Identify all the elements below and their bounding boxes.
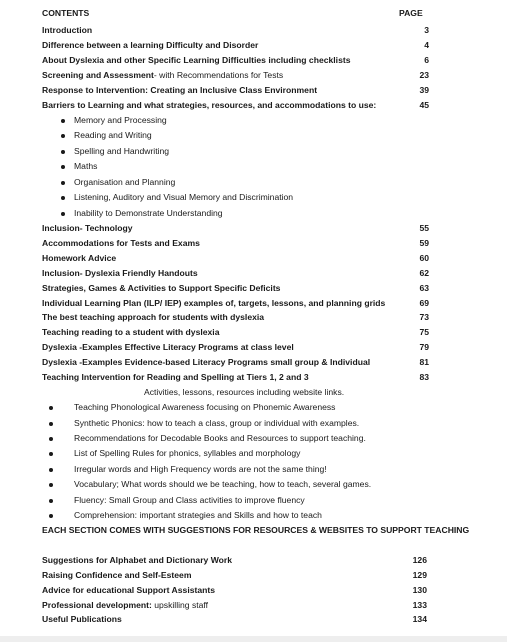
tier-item-label: Recommendations for Decodable Books and Resources to support teaching. xyxy=(74,433,366,443)
toc-entry[interactable] xyxy=(0,98,507,113)
bullet-icon xyxy=(61,119,65,123)
tier-item-label: Synthetic Phonics: how to teach a class, group or individual with examples. xyxy=(74,418,360,428)
barrier-item[interactable] xyxy=(0,159,507,174)
barrier-item-label: Listening, Auditory and Visual Memory and Discrimination xyxy=(74,192,294,202)
tier-item-label: Teaching Phonological Awareness focusing on Phonemic Awareness xyxy=(74,402,336,412)
toc-entry-page: 62 xyxy=(419,268,429,278)
page-bottom-edge xyxy=(0,636,507,642)
contents-header xyxy=(0,6,507,21)
toc-entry[interactable] xyxy=(0,251,507,266)
toc-entry[interactable] xyxy=(0,23,507,38)
toc-entry[interactable] xyxy=(0,612,507,627)
toc-entry[interactable] xyxy=(0,583,507,598)
tier-item-label: List of Spelling Rules for phonics, syllables and morphology xyxy=(74,448,301,458)
toc-entry-title: Teaching Intervention for Reading and Spelling at Tiers 1, 2 and 3 xyxy=(42,372,309,382)
toc-entry[interactable] xyxy=(0,296,507,311)
page-label: PAGE xyxy=(399,8,423,18)
bullet-icon xyxy=(49,514,53,518)
toc-entry-title: Accommodations for Tests and Exams xyxy=(42,238,200,248)
toc-entry-title: Teaching reading to a student with dyslexia xyxy=(42,327,220,337)
tier-item[interactable] xyxy=(0,400,507,415)
toc-entry-title: Suggestions for Alphabet and Dictionary Work xyxy=(42,555,233,565)
toc-entry-page: 60 xyxy=(419,253,429,263)
barrier-item[interactable] xyxy=(0,175,507,190)
toc-entry-title: Dyslexia -Examples Evidence-based Literacy Programs small group & Individual xyxy=(42,357,371,367)
barrier-item[interactable] xyxy=(0,144,507,159)
barrier-item-label: Spelling and Handwriting xyxy=(74,146,170,156)
barrier-item[interactable] xyxy=(0,113,507,128)
toc-entry[interactable] xyxy=(0,553,507,568)
toc-entry-title: Screening and Assessment- with Recommendations for Tests xyxy=(42,70,284,80)
activities-note-text: Activities, lessons, resources including website links. xyxy=(144,387,345,397)
toc-entry-page: 55 xyxy=(419,223,429,233)
toc-entry-title: Response to Intervention: Creating an Inclusive Class Environment xyxy=(42,85,318,95)
toc-entry[interactable] xyxy=(0,68,507,83)
activities-note xyxy=(0,385,507,400)
bullet-icon xyxy=(49,452,53,456)
toc-entry-title: Inclusion- Dyslexia Friendly Handouts xyxy=(42,268,198,278)
tier-item[interactable] xyxy=(0,446,507,461)
section-note xyxy=(0,523,507,538)
toc-entry-page: 81 xyxy=(419,357,429,367)
tier-item[interactable] xyxy=(0,508,507,523)
bullet-icon xyxy=(61,212,65,216)
toc-entry-title: Strategies, Games & Activities to Support Specific Deficits xyxy=(42,283,281,293)
toc-entry-page: 23 xyxy=(419,70,429,80)
bullet-icon xyxy=(49,406,53,410)
barrier-item[interactable] xyxy=(0,128,507,143)
toc-entry-page: 6 xyxy=(424,55,429,65)
barrier-item-label: Inability to Demonstrate Understanding xyxy=(74,208,223,218)
toc-entry[interactable] xyxy=(0,310,507,325)
toc-entry-page: 3 xyxy=(424,25,429,35)
tier-item-label: Comprehension: important strategies and Skills and how to teach xyxy=(74,510,322,520)
bullet-icon xyxy=(61,134,65,138)
toc-entry-title: Inclusion- Technology xyxy=(42,223,133,233)
bullet-icon xyxy=(61,196,65,200)
toc-entry-page: 73 xyxy=(419,312,429,322)
toc-entry-page: 63 xyxy=(419,283,429,293)
section-note-text: EACH SECTION COMES WITH SUGGESTIONS FOR RESOURCES & WEBSITES TO SUPPORT TEACHING xyxy=(42,525,470,535)
toc-entry-page: 129 xyxy=(412,570,427,580)
toc-entry-page: 4 xyxy=(424,40,429,50)
bullet-icon xyxy=(49,499,53,503)
toc-entry[interactable] xyxy=(0,340,507,355)
tier-item-label: Irregular words and High Frequency words are not the same thing! xyxy=(74,464,327,474)
toc-entry[interactable] xyxy=(0,598,507,613)
bullet-icon xyxy=(49,422,53,426)
toc-entry-page: 134 xyxy=(412,614,427,624)
tier-item-label: Fluency: Small Group and Class activities to improve fluency xyxy=(74,495,305,505)
tier-item-label: Vocabulary; What words should we be teaching, how to teach, several games. xyxy=(74,479,372,489)
toc-entry-page: 126 xyxy=(412,555,427,565)
toc-entry-page: 59 xyxy=(419,238,429,248)
tier-item[interactable] xyxy=(0,493,507,508)
barrier-item[interactable] xyxy=(0,190,507,205)
tier-item[interactable] xyxy=(0,462,507,477)
barrier-item-label: Memory and Processing xyxy=(74,115,167,125)
barrier-item[interactable] xyxy=(0,206,507,221)
toc-entry-title: Individual Learning Plan (ILP/ IEP) examples of, targets, lessons, and planning grids xyxy=(42,298,386,308)
barrier-item-label: Maths xyxy=(74,161,98,171)
toc-entry-title: Useful Publications xyxy=(42,614,122,624)
bullet-icon xyxy=(61,150,65,154)
bullet-icon xyxy=(61,181,65,185)
toc-entry[interactable] xyxy=(0,266,507,281)
toc-entry[interactable] xyxy=(0,355,507,370)
toc-entry-title: Difference between a learning Difficulty and Disorder xyxy=(42,40,259,50)
toc-entry[interactable] xyxy=(0,281,507,296)
toc-entry[interactable] xyxy=(0,370,507,385)
toc-entry[interactable] xyxy=(0,325,507,340)
toc-entry[interactable] xyxy=(0,236,507,251)
toc-entry-title: Homework Advice xyxy=(42,253,117,263)
toc-entry-page: 133 xyxy=(412,600,427,610)
toc-entry-title: About Dyslexia and other Specific Learning Difficulties including checklists xyxy=(42,55,351,65)
toc-entry-title: Barriers to Learning and what strategies, resources, and accommodations to use: xyxy=(42,100,377,110)
toc-entry[interactable] xyxy=(0,38,507,53)
toc-entry-page: 45 xyxy=(419,100,429,110)
toc-entry-page: 69 xyxy=(419,298,429,308)
toc-entry-page: 39 xyxy=(419,85,429,95)
toc-entry-page: 79 xyxy=(419,342,429,352)
toc-entry[interactable] xyxy=(0,53,507,68)
toc-entry-title: Introduction xyxy=(42,25,93,35)
toc-entry-title: The best teaching approach for students with dyslexia xyxy=(42,312,265,322)
tier-item[interactable] xyxy=(0,431,507,446)
toc-entry-page: 75 xyxy=(419,327,429,337)
toc-entry[interactable] xyxy=(0,221,507,236)
bullet-icon xyxy=(61,165,65,169)
bullet-icon xyxy=(49,468,53,472)
tier-item[interactable] xyxy=(0,416,507,431)
tier-item[interactable] xyxy=(0,477,507,492)
barrier-item-label: Organisation and Planning xyxy=(74,177,176,187)
toc-entry[interactable] xyxy=(0,568,507,583)
toc-entry-title: Raising Confidence and Self-Esteem xyxy=(42,570,192,580)
barrier-item-label: Reading and Writing xyxy=(74,130,152,140)
toc-entry-title: Professional development: upskilling staff xyxy=(42,600,209,610)
bullet-icon xyxy=(49,437,53,441)
toc-entry-title: Dyslexia -Examples Effective Literacy Programs at class level xyxy=(42,342,294,352)
toc-entry-page: 130 xyxy=(412,585,427,595)
toc-entry[interactable] xyxy=(0,83,507,98)
toc-entry-title: Advice for educational Support Assistants xyxy=(42,585,216,595)
bullet-icon xyxy=(49,483,53,487)
toc-entry-page: 83 xyxy=(419,372,429,382)
contents-label: CONTENTS xyxy=(42,8,90,18)
